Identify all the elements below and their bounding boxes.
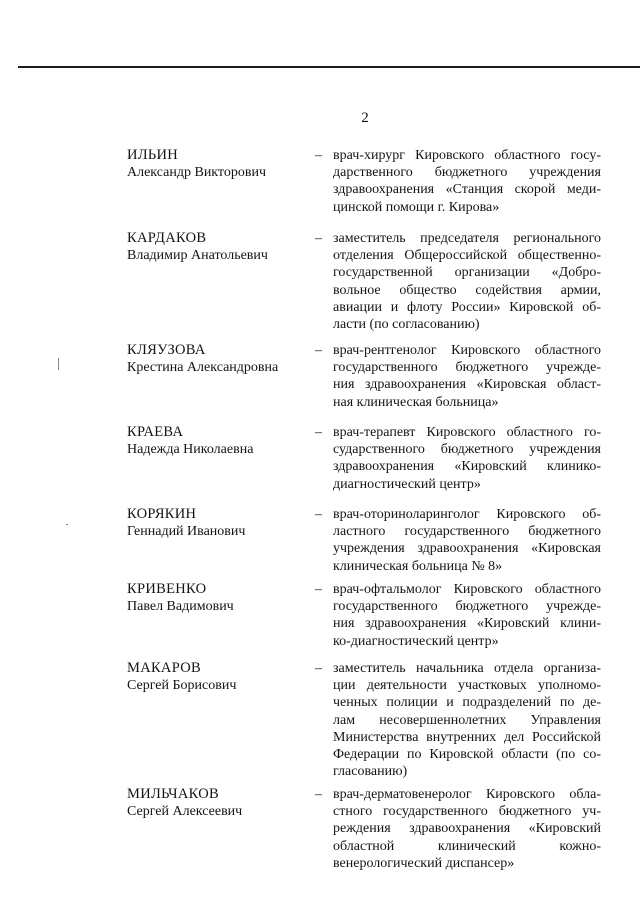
member-position (333, 424, 601, 493)
dash-separator: – (315, 148, 322, 163)
position-line: ния здравоохранения «Кировская област- (333, 377, 601, 393)
dash-separator: – (315, 425, 322, 440)
member-given-names: Александр Викторович (127, 165, 267, 180)
member-surname: КОРЯКИН (127, 506, 197, 522)
member-given-names: Сергей Алексеевич (127, 804, 243, 819)
position-line: ластного государственного бюджетного (333, 524, 601, 540)
member-position (333, 230, 601, 333)
position-line: гласованию) (333, 764, 408, 780)
position-line: клиническая больница № 8» (333, 558, 503, 574)
position-line: цинской помощи г. Кирова» (333, 199, 500, 215)
position-line: ции деятельности участковых уполномо- (333, 678, 601, 694)
member-surname: КРАЕВА (127, 424, 184, 440)
scan-speck (66, 524, 68, 525)
position-line: врач-терапевт Кировского областного го- (333, 425, 601, 440)
member-position (333, 506, 601, 575)
position-line: государственного бюджетного учрежде- (333, 599, 601, 615)
position-line: ная клиническая больница» (333, 394, 499, 410)
member-position (333, 342, 601, 411)
member-given-names: Геннадий Иванович (127, 524, 246, 539)
position-line: учреждения здравоохранения «Кировская (333, 541, 601, 557)
member-position (333, 147, 601, 216)
position-line: реждения здравоохранения «Кировский (333, 821, 601, 837)
position-line: ченных полиции и подразделений по де- (333, 695, 601, 711)
position-line: здравоохранения «Станция скорой меди- (333, 182, 601, 198)
position-line: врач-офтальмолог Кировского областного (333, 582, 601, 597)
position-line: заместитель председателя регионального (333, 231, 601, 246)
position-line: врач-дерматовенеролог Кировского обла- (333, 787, 601, 802)
position-line: стного государственного бюджетного уч- (333, 804, 601, 820)
position-line: заместитель начальника отдела организа- (333, 661, 601, 676)
member-position (333, 581, 601, 650)
position-line: государственного бюджетного учрежде- (333, 360, 601, 376)
position-line: венерологический диспансер» (333, 855, 515, 871)
dash-separator: – (315, 582, 322, 597)
member-position (333, 660, 601, 780)
page-number: 2 (361, 110, 369, 126)
member-position (333, 786, 601, 872)
position-line: дарственного бюджетного учреждения (333, 165, 601, 181)
dash-separator: – (315, 343, 322, 358)
position-line: ласти (по согласованию) (333, 317, 480, 333)
member-given-names: Надежда Николаевна (127, 442, 254, 457)
position-line: врач-хирург Кировского областного госу- (333, 148, 601, 163)
member-surname: КАРДАКОВ (127, 230, 207, 246)
position-line: ния здравоохранения «Кировский клини- (333, 616, 601, 632)
position-line: Министерства внутренних дел Российской (333, 729, 601, 745)
position-line: диагностический центр» (333, 476, 481, 492)
position-line: вольное общество содействия армии, (333, 282, 601, 298)
top-rule (18, 66, 640, 68)
position-line: здравоохранения «Кировский клинико- (333, 459, 601, 475)
dash-separator: – (315, 231, 322, 246)
member-surname: КЛЯУЗОВА (127, 342, 206, 358)
member-given-names: Владимир Анатольевич (127, 248, 268, 263)
member-surname: КРИВЕНКО (127, 581, 207, 597)
scan-speck (58, 358, 59, 370)
position-line: врач-оториноларинголог Кировского об- (333, 507, 601, 522)
position-line: лам несовершеннолетних Управления (333, 712, 601, 728)
dash-separator: – (315, 787, 322, 802)
position-line: отделения Общероссийской общественно- (333, 248, 601, 264)
position-line: областной клинический кожно- (333, 838, 601, 854)
position-line: ко-диагностический центр» (333, 633, 499, 649)
position-line: авиации и флоту России» Кировской об- (333, 299, 601, 315)
member-given-names: Крестина Александровна (127, 360, 279, 375)
member-surname: МАКАРОВ (127, 660, 201, 676)
member-surname: МИЛЬЧАКОВ (127, 786, 219, 802)
position-line: государственной организации «Добро- (333, 265, 601, 281)
position-line: врач-рентгенолог Кировского областного (333, 343, 601, 358)
position-line: сударственного бюджетного учреждения (333, 442, 601, 458)
position-line: Федерации по Кировской области (по со- (333, 747, 601, 763)
dash-separator: – (315, 507, 322, 522)
member-surname: ИЛЬИН (127, 147, 179, 163)
member-given-names: Павел Вадимович (127, 599, 234, 614)
dash-separator: – (315, 661, 322, 676)
member-given-names: Сергей Борисович (127, 678, 237, 693)
